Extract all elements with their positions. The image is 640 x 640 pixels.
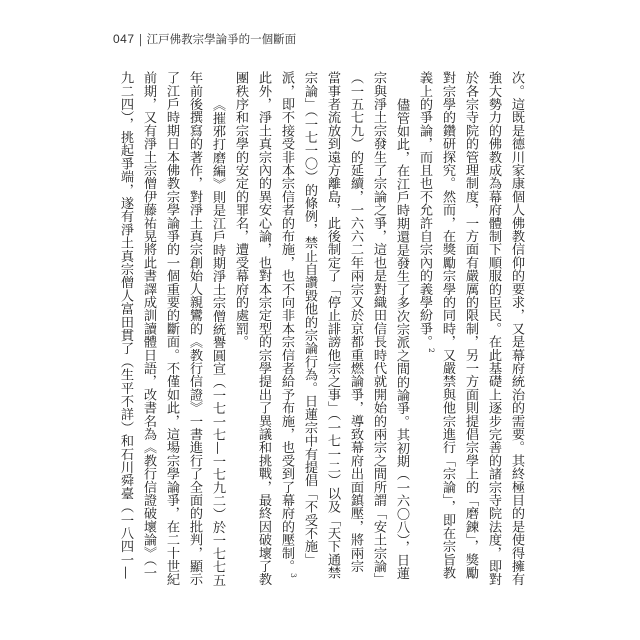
footnote-marker: 2: [427, 348, 436, 353]
text-column: [137, 71, 160, 597]
column-text: 宗論」（一七一〇）的條例，禁止自讚毀他的宗論行為。日蓮宗中有提倡「不受不施」: [302, 71, 317, 566]
text-column: [459, 71, 482, 597]
column-text: 於各宗寺院的管理制度，一方面有嚴厲的限制，另一方面則提倡宗學上的「磨鍊」，獎勵: [463, 71, 478, 580]
column-text: 前期，又有淨土宗僧伊藤祐晃將此書譯成訓讀體日語，改書名為《教行信證破壞論》（一: [141, 71, 156, 580]
column-text: 九二四），挑起爭端，遂有淨土真宗僧人富田貫了（生平不詳）和石川舜臺（一八四一—: [118, 71, 133, 580]
text-column: [160, 71, 183, 597]
paragraph-start-column: [390, 71, 413, 597]
page-number: 047: [113, 32, 135, 46]
column-text: 團秩序和宗學的安定的罪名，遭受幕府的處罰。: [233, 71, 248, 349]
column-text: 強大勢力的佛教成為幕府體制下順服的臣民。在此基礎上逐步完善的諸宗寺院法度，即對: [486, 71, 501, 586]
vertical-text-body: [114, 71, 528, 597]
column-text: 此外，淨土真宗內的異安心論，也對本宗定型的宗學提出了異議和挑戰，最終因破壞了教: [256, 71, 271, 586]
text-column: [413, 71, 436, 597]
column-text: 當事者流放到遠方離島，此後制定了「停止誹謗他宗之事」（一七一二）以及「天下通禁: [325, 71, 340, 580]
column-text: 次。這既是德川家康個人佛教信仰的要求，又是幕府統治的需要。其終極目的是使得擁有: [509, 71, 524, 586]
text-column: [321, 71, 344, 597]
column-text: 《摧邪打磨編》則是江戶時期淨土宗僧統譽圓宣（一七一七—一七九二）於一七七五: [210, 98, 225, 587]
column-text: 宗與淨土宗發生了宗論之爭，這也是對織田信長時代就開始的兩宗之間所謂「安土宗論」: [371, 71, 386, 586]
text-column: [183, 71, 206, 597]
text-column: [275, 71, 298, 597]
text-column: [482, 71, 505, 597]
chapter-title: 江戸佛教宗學論爭的一個斷面: [146, 32, 297, 46]
text-column: [344, 71, 367, 597]
column-text: 對宗學的鑽研探究。然而，在獎勵宗學的同時，又嚴禁與他宗進行「宗論」，即在宗旨教: [440, 71, 455, 580]
footnote-marker: 3: [289, 572, 298, 578]
column-text: （一五七九）的延續，一六六二年兩宗又於京都重燃論爭，導致幕府出面鎮壓，將兩宗: [348, 71, 363, 573]
header-separator: |: [138, 32, 143, 46]
text-column: [252, 71, 275, 597]
column-text: 年前後撰寫的著作，對淨土真宗創始人親鸞的《教行信證》一書進行了全面的批判，顯示: [187, 71, 202, 586]
text-column: [298, 71, 321, 597]
column-text: 儘管如此，在江戶時期還是發生了多次宗派之間的論爭。其初期（一六〇八），日蓮: [394, 98, 409, 580]
column-text: 了江戶時期日本佛教宗學論爭的一個重要的斷面。不僅如此，這場宗學論爭，在二十世紀: [164, 71, 179, 586]
text-column: [367, 71, 390, 597]
text-column: [229, 71, 252, 597]
running-header: [113, 31, 296, 47]
paragraph-start-column: [206, 71, 229, 597]
column-text: 派，即不接受非本宗信者的布施，也不向非本宗信者給予布施，也受到了幕府的壓制。: [279, 71, 294, 573]
column-text: 義上的爭論，而且也不允許自宗內的義學紛爭。: [417, 71, 432, 349]
text-column: [114, 71, 137, 597]
text-column: [436, 71, 459, 597]
text-column: [505, 71, 528, 597]
